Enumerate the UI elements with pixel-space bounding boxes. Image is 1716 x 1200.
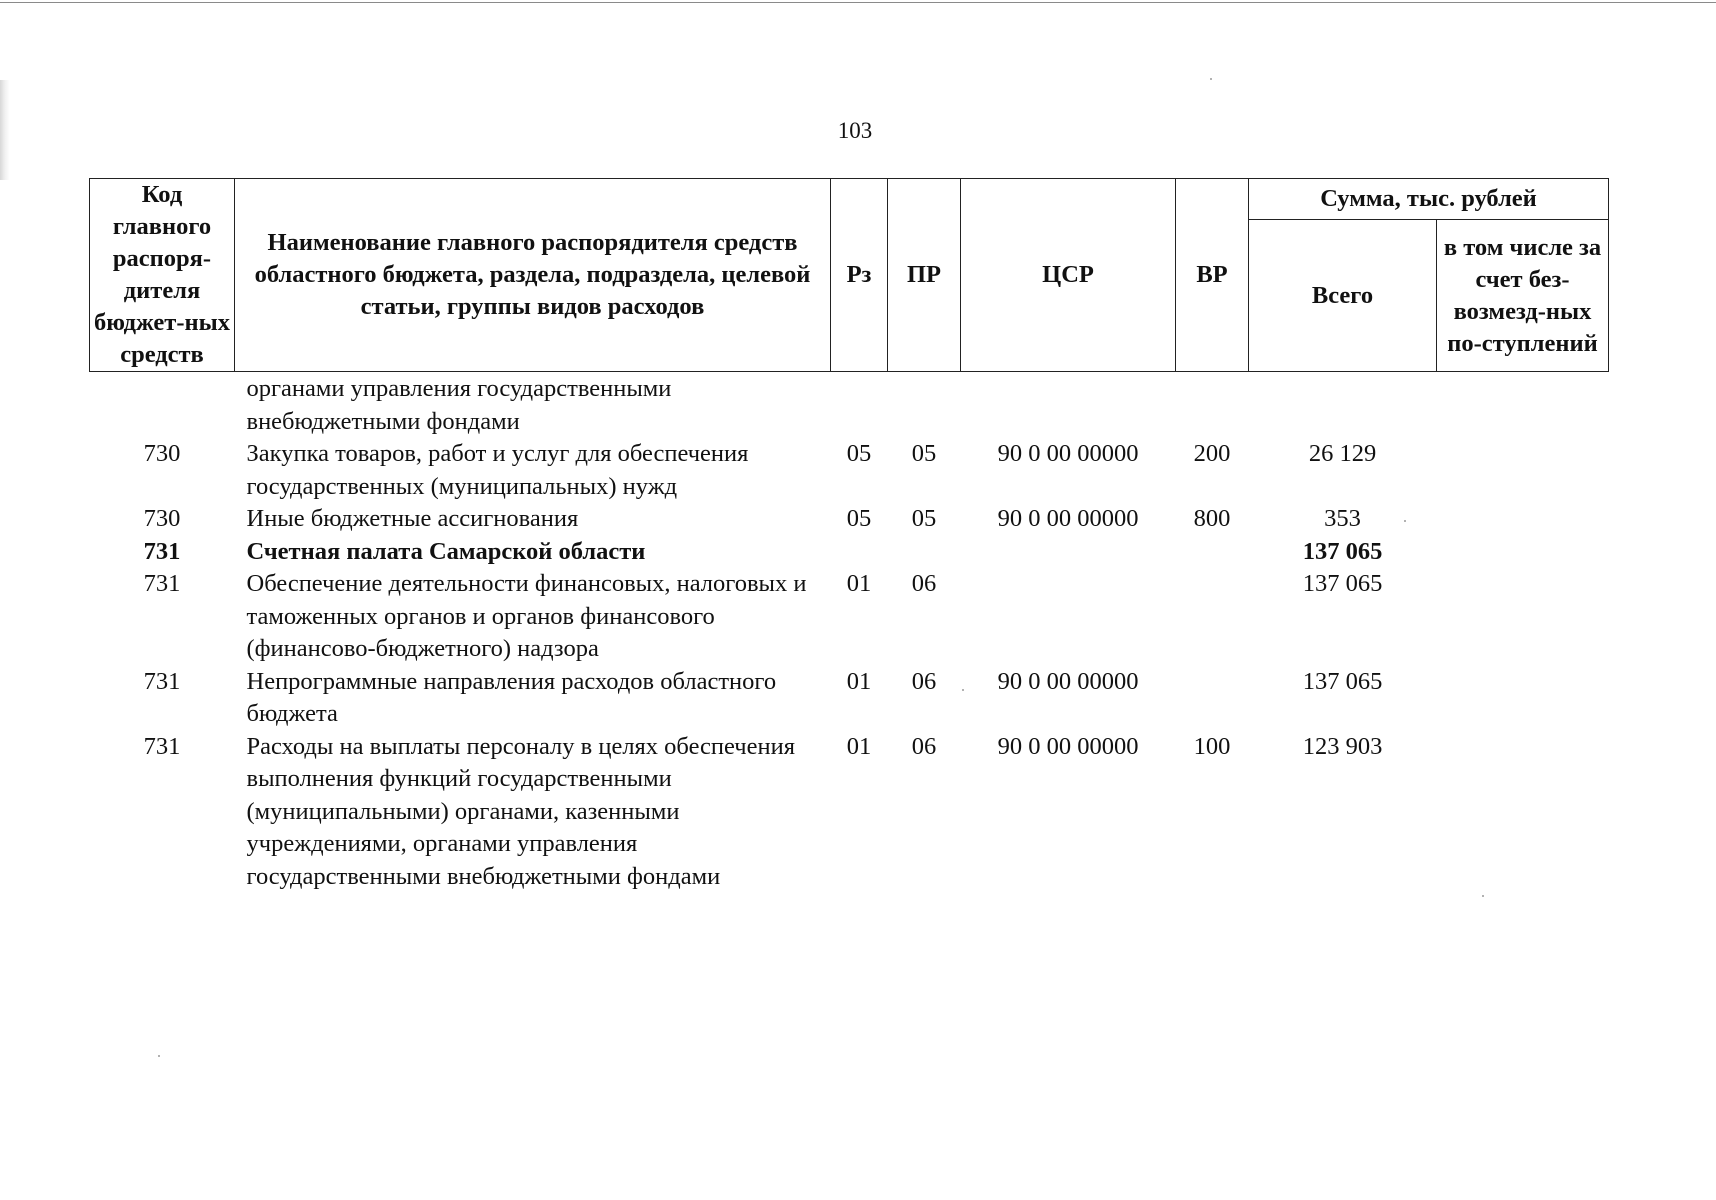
cell-gratuitous xyxy=(1437,372,1609,439)
header-total: Всего xyxy=(1249,220,1437,372)
budget-table xyxy=(89,178,1609,893)
table-row xyxy=(90,568,1609,666)
table-row xyxy=(90,731,1609,894)
cell-total xyxy=(1249,372,1437,439)
cell-code: 731 xyxy=(143,667,181,695)
cell-vr xyxy=(1176,666,1249,731)
cell-total: 137 065 xyxy=(1302,537,1383,565)
cell-csr xyxy=(961,372,1176,439)
cell-vr xyxy=(1176,372,1249,439)
page-number: 103 xyxy=(837,118,873,143)
header-name: Наименование главного распорядителя средств областного бюджета, раздела, подраздела, целевой статьи, группы видов расходов xyxy=(235,179,831,372)
cell-pr xyxy=(888,536,961,569)
cell-name: Непрограммные направления расходов областного бюджета xyxy=(246,667,777,727)
cell-vr xyxy=(1176,568,1249,666)
table-row xyxy=(90,372,1609,439)
cell-vr: 800 xyxy=(1193,505,1231,532)
cell-name: Счетная палата Самарской области xyxy=(246,537,646,565)
cell-gratuitous xyxy=(1437,568,1609,666)
cell-code: 730 xyxy=(143,505,181,532)
table-row xyxy=(90,536,1609,569)
scan-top-edge xyxy=(0,2,1716,3)
cell-rz: 01 xyxy=(846,570,872,597)
scan-speck xyxy=(1482,895,1484,897)
cell-name: Расходы на выплаты персоналу в целях обеспечения выполнения функций государственными (муниципальными) органами, казенными учреждениями, органами управления государственными внебюджетными фондами xyxy=(246,732,795,890)
table-row xyxy=(90,503,1609,536)
cell-total: 137 065 xyxy=(1302,570,1383,597)
cell-total: 26 129 xyxy=(1308,440,1377,467)
header-pr: ПР xyxy=(888,179,961,372)
cell-vr: 200 xyxy=(1193,440,1231,467)
cell-pr: 05 xyxy=(911,505,937,532)
cell-pr: 06 xyxy=(911,667,937,695)
header-sum: Сумма, тыс. рублей xyxy=(1249,179,1609,220)
cell-name: органами управления государственными внебюджетными фондами xyxy=(246,375,672,435)
cell-vr: 100 xyxy=(1193,732,1231,760)
cell-csr xyxy=(961,536,1176,569)
scan-speck xyxy=(1210,78,1212,80)
cell-gratuitous xyxy=(1437,731,1609,894)
cell-rz: 01 xyxy=(846,732,872,760)
cell-pr: 06 xyxy=(911,732,937,760)
cell-name: Закупка товаров, работ и услуг для обеспечения государственных (муниципальных) нужд xyxy=(246,440,749,500)
cell-code: 730 xyxy=(143,440,181,467)
cell-code: 731 xyxy=(143,570,181,597)
cell-code xyxy=(90,372,235,439)
header-rz: Рз xyxy=(831,179,888,372)
cell-rz: 05 xyxy=(846,440,872,467)
table-row xyxy=(90,438,1609,503)
cell-csr: 90 0 00 00000 xyxy=(997,440,1139,467)
cell-code: 731 xyxy=(143,537,181,565)
cell-total: 353 xyxy=(1324,505,1361,532)
header-code: Код главного распоря-дителя бюджет-ных средств xyxy=(90,179,235,372)
cell-vr xyxy=(1176,536,1249,569)
header-vr: ВР xyxy=(1176,179,1249,372)
cell-rz xyxy=(831,372,888,439)
scan-speck xyxy=(158,1055,160,1057)
header-gratuitous: в том числе за счет без-возмезд-ных по-ступлений xyxy=(1437,220,1609,372)
cell-csr: 90 0 00 00000 xyxy=(997,667,1139,695)
cell-name: Обеспечение деятельности финансовых, налоговых и таможенных органов и органов финансового (финансово-бюджетного) надзора xyxy=(246,570,807,662)
header-csr: ЦСР xyxy=(961,179,1176,372)
cell-gratuitous xyxy=(1437,536,1609,569)
scan-left-edge xyxy=(0,80,10,180)
cell-csr: 90 0 00 00000 xyxy=(997,732,1139,760)
cell-gratuitous xyxy=(1437,503,1609,536)
cell-gratuitous xyxy=(1437,666,1609,731)
cell-code: 731 xyxy=(143,732,181,760)
cell-rz xyxy=(831,536,888,569)
cell-total: 123 903 xyxy=(1302,732,1383,760)
cell-pr: 06 xyxy=(911,570,937,597)
cell-pr xyxy=(888,372,961,439)
cell-rz: 01 xyxy=(846,667,872,695)
table-body xyxy=(90,372,1609,894)
cell-rz: 05 xyxy=(846,505,872,532)
table-row xyxy=(90,666,1609,731)
cell-name: Иные бюджетные ассигнования xyxy=(246,505,579,532)
cell-csr xyxy=(961,568,1176,666)
cell-pr: 05 xyxy=(911,440,937,467)
cell-csr: 90 0 00 00000 xyxy=(997,505,1139,532)
cell-total: 137 065 xyxy=(1302,667,1383,695)
cell-gratuitous xyxy=(1437,438,1609,503)
table-header xyxy=(90,179,1609,372)
